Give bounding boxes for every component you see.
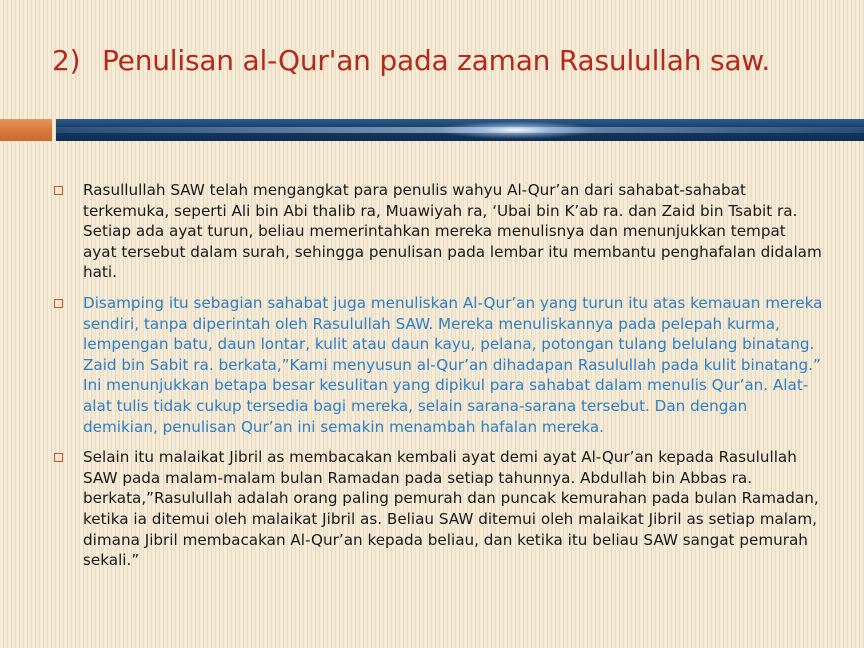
bullet-item-1 <box>52 180 824 283</box>
title-accent-bar-blue <box>56 119 864 141</box>
slide-title-text: Penulisan al-Qur'an pada zaman Rasulullah saw. <box>102 44 771 77</box>
title-accent-bar-orange <box>0 119 52 141</box>
accent-bar-glow <box>436 121 596 139</box>
square-bullet-icon <box>54 186 63 195</box>
slide-title <box>52 44 770 77</box>
bullet-text-1: Rasullullah SAW telah mengangkat para penulis wahyu Al-Qur’an dari sahabat-sahabat terkemuka, seperti Ali bin Abi thalib ra, Muawiyah ra, ‘Ubai bin K’ab ra. dan Zaid bin Tsabit ra. Setiap ada ayat turun, beliau memerintahkan mereka menulisnya dan menunjukkan tempat ayat tersebut dalam surah, sehingga penulisan pada lembar itu membantu penghafalan didalam hati. <box>83 181 822 282</box>
bullet-item-2 <box>52 293 824 437</box>
bullet-text-2: Disamping itu sebagian sahabat juga menuliskan Al-Qur’an yang turun itu atas kemauan mereka sendiri, tanpa diperintah oleh Rasulullah SAW. Mereka menuliskannya pada pelepah kurma, lempengan batu, daun lontar, kulit atau daun kayu, pelana, potongan tulang belulang binatang. Zaid bin Sabit ra. berkata,”Kami menyusun al-Qur’an dihadapan Rasulullah pada kulit binatang.” Ini menunjukkan betapa besar kesulitan yang dipikul para sahabat dalam menulis Qur’an. Alat-alat tulis tidak cukup tersedia bagi mereka, selain sarana-sarana tersebut. Dan dengan demikian, penulisan Qur’an ini semakin menambah hafalan mereka. <box>83 293 823 436</box>
square-bullet-icon <box>54 299 63 308</box>
bullet-text-3: Selain itu malaikat Jibril as membacakan kembali ayat demi ayat Al-Qur’an kepada Rasulullah SAW pada malam-malam bulan Ramadan pada setiap tahunnya. Abdullah bin Abbas ra. berkata,”Rasulullah adalah orang paling pemurah dan puncak kemurahan pada bulan Ramadan, ketika ia ditemui oleh malaikat Jibril as. Beliau SAW ditemui oleh malaikat Jibril as setiap malam, dimana Jibril membacakan Al-Qur’an kepada beliau, dan ketika itu beliau SAW sangat pemurah sekali.” <box>83 448 819 570</box>
slide-body <box>52 180 824 581</box>
square-bullet-icon <box>54 453 63 462</box>
slide-title-number: 2) <box>52 44 81 77</box>
bullet-item-3 <box>52 447 824 571</box>
